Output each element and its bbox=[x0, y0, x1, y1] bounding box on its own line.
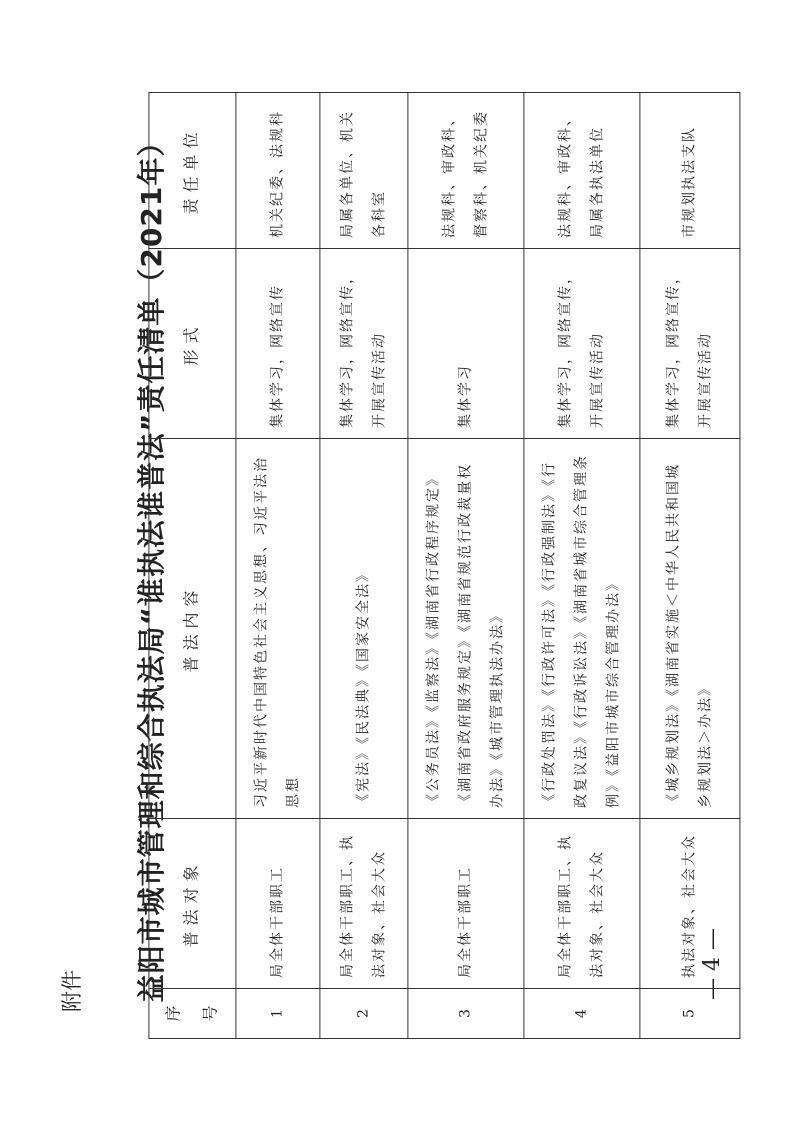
cell-content: 《行政处罚法》《行政许可法》《行政强制法》《行政复议法》《行政诉讼法》《湖南省城市综合管理条例》《益阳市城市综合管理办法》 bbox=[524, 439, 640, 819]
cell-form: 集体学习，网络宣传，开展宣传活动 bbox=[640, 249, 740, 439]
cell-target: 局全体干部职工、执法对象、社会大众 bbox=[524, 819, 640, 989]
header-target: 普法对象 bbox=[149, 819, 236, 989]
cell-unit: 局属各单位、机关各科室 bbox=[320, 93, 408, 249]
cell-num: 1 bbox=[236, 989, 320, 1039]
cell-target: 局全体干部职工、执法对象、社会大众 bbox=[320, 819, 408, 989]
table-row bbox=[640, 93, 740, 1039]
cell-content: 《城乡规划法》《湖南省实施＜中华人民共和国城乡规划法＞办法》 bbox=[640, 439, 740, 819]
cell-form: 集体学习 bbox=[408, 249, 524, 439]
cell-num: 2 bbox=[320, 989, 408, 1039]
rotated-document-sheet bbox=[135, 92, 740, 1038]
header-form: 形式 bbox=[149, 249, 236, 439]
cell-num: 3 bbox=[408, 989, 524, 1039]
cell-form: 集体学习，网络宣传，开展宣传活动 bbox=[320, 249, 408, 439]
cell-form: 集体学习，网络宣传 bbox=[236, 249, 320, 439]
table-row bbox=[408, 93, 524, 1039]
cell-num: 5 bbox=[640, 989, 740, 1039]
cell-unit: 法规科、审政科、督察科、机关纪委 bbox=[408, 93, 524, 249]
cell-unit: 市规划执法支队 bbox=[640, 93, 740, 249]
cell-content: 《宪法》《民法典》《国家安全法》 bbox=[320, 439, 408, 819]
cell-unit: 法规科、审政科、局属各执法单位 bbox=[524, 93, 640, 249]
page-number: — 4 — bbox=[700, 928, 725, 1000]
header-num: 序号 bbox=[149, 989, 236, 1039]
responsibility-table bbox=[148, 92, 740, 1039]
table-row bbox=[236, 93, 320, 1039]
cell-target: 局全体干部职工 bbox=[236, 819, 320, 989]
cell-target: 局全体干部职工 bbox=[408, 819, 524, 989]
header-content: 普法内容 bbox=[149, 439, 236, 819]
cell-content: 《公务员法》《监察法》《湖南省行政程序规定》《湖南省政府服务规定》《湖南省规范行政裁量权办法》《城市管理执法办法》 bbox=[408, 439, 524, 819]
cell-num: 4 bbox=[524, 989, 640, 1039]
header-unit: 责任单位 bbox=[149, 93, 236, 249]
document-title: 益阳市城市管理和综合执法局“谁执法谁普法”责任清单（2021年） bbox=[135, 127, 168, 1003]
attachment-label: 附件 bbox=[60, 970, 84, 1012]
table-row bbox=[524, 93, 640, 1039]
table-row bbox=[320, 93, 408, 1039]
cell-form: 集体学习，网络宣传，开展宣传活动 bbox=[524, 249, 640, 439]
table-header-row bbox=[149, 93, 236, 1039]
cell-unit: 机关纪委、法规科 bbox=[236, 93, 320, 249]
cell-content: 习近平新时代中国特色社会主义思想、习近平法治思想 bbox=[236, 439, 320, 819]
cell-target: 执法对象、社会大众 bbox=[640, 819, 740, 989]
